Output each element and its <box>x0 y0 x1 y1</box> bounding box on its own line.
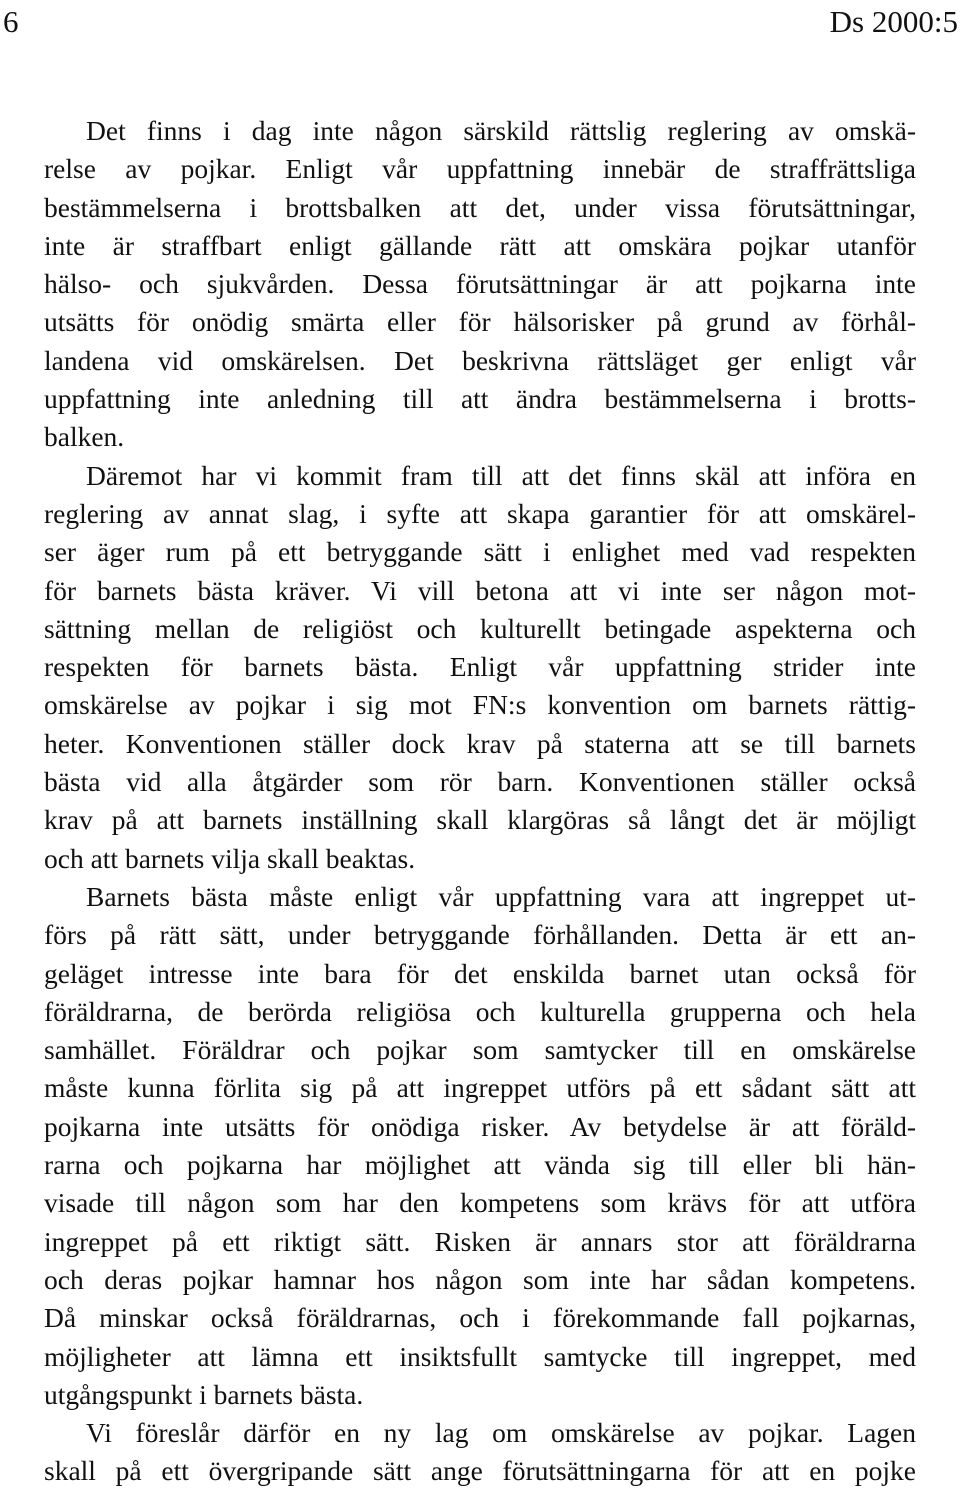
text-line: ingreppet på ett riktigt sätt. Risken är annars stor att föräldrarna <box>44 1225 916 1257</box>
text-line: Barnets bästa måste enligt vår uppfattning vara att ingreppet ut- <box>86 880 916 912</box>
text-line: samhället. Föräldrar och pojkar som samtycker till en omskärelse <box>44 1034 916 1066</box>
page-header <box>0 2 960 42</box>
text-line: Vi föreslår därför en ny lag om omskärelse av pojkar. Lagen <box>86 1417 916 1449</box>
text-line: uppfattning inte anledning till att ändra bestämmelserna i brotts- <box>44 383 916 415</box>
text-line: landena vid omskärelsen. Det beskrivna rättsläget ger enligt vår <box>44 344 916 376</box>
text-line: balken. <box>44 421 125 453</box>
text-line: visade till någon som har den kompetens som krävs för att utföra <box>44 1187 916 1219</box>
text-line: förs på rätt sätt, under betryggande förhållanden. Detta är ett an- <box>44 919 916 951</box>
text-line: och att barnets vilja skall beaktas. <box>44 842 416 874</box>
text-line: krav på att barnets inställning skall klargöras så långt det är möjligt <box>44 804 916 836</box>
text-line: och deras pojkar hamnar hos någon som inte har sådan kompetens. <box>44 1263 916 1295</box>
text-line: relse av pojkar. Enligt vår uppfattning innebär de straffrättsliga <box>44 153 916 185</box>
paragraph-1 <box>44 112 916 457</box>
text-line: föräldrarna, de berörda religiösa och kulturella grupperna och hela <box>44 995 916 1027</box>
text-line: pojkarna inte utsätts för onödiga risker. Av betydelse är att föräld- <box>44 1110 916 1142</box>
body-text <box>44 112 916 1491</box>
text-line: respekten för barnets bästa. Enligt vår uppfattning strider inte <box>44 651 916 683</box>
paragraph-2 <box>44 457 916 878</box>
text-line: för barnets bästa kräver. Vi vill betona att vi inte ser någon mot- <box>44 574 916 606</box>
text-line: utsätts för onödig smärta eller för hälsorisker på grund av förhål- <box>44 306 916 338</box>
text-line: reglering av annat slag, i syfte att skapa garantier för att omskärel- <box>44 497 916 529</box>
paragraph-4 <box>44 1414 916 1491</box>
text-line: bästa vid alla åtgärder som rör barn. Konventionen ställer också <box>44 766 916 798</box>
text-line: möjligheter att lämna ett insiktsfullt samtycke till ingreppet, med <box>44 1340 916 1372</box>
text-line: skall på ett övergripande sätt ange förutsättningarna för att en pojke <box>44 1455 916 1487</box>
text-line: Däremot har vi kommit fram till att det finns skäl att införa en <box>86 459 916 491</box>
text-line: inte är straffbart enligt gällande rätt att omskära pojkar utanför <box>44 229 916 261</box>
page-number: 6 <box>3 4 19 39</box>
text-line: omskärelse av pojkar i sig mot FN:s konvention om barnets rättig- <box>44 689 916 721</box>
text-line: Då minskar också föräldrarnas, och i förekommande fall pojkarnas, <box>44 1302 916 1334</box>
text-line: heter. Konventionen ställer dock krav på staterna att se till barnets <box>44 727 916 759</box>
text-line: ser äger rum på ett betryggande sätt i enlighet med vad respekten <box>44 536 916 568</box>
text-line: bestämmelserna i brottsbalken att det, under vissa förutsättningar, <box>44 191 916 223</box>
document-reference: Ds 2000:5 <box>829 4 958 39</box>
text-line: Det finns i dag inte någon särskild rättslig reglering av omskä- <box>86 115 916 146</box>
text-line: rarna och pojkarna har möjlighet att vända sig till eller bli hän- <box>44 1149 916 1181</box>
text-line: sättning mellan de religiöst och kulturellt betingade aspekterna och <box>44 612 916 644</box>
text-line: geläget intresse inte bara för det enskilda barnet utan också för <box>44 957 916 989</box>
text-line: utgångspunkt i barnets bästa. <box>44 1378 364 1410</box>
text-line: hälso- och sjukvården. Dessa förutsättningar är att pojkarna inte <box>44 268 916 300</box>
paragraph-3 <box>44 878 916 1414</box>
text-line: måste kunna förlita sig på att ingreppet utförs på ett sådant sätt att <box>44 1072 916 1104</box>
